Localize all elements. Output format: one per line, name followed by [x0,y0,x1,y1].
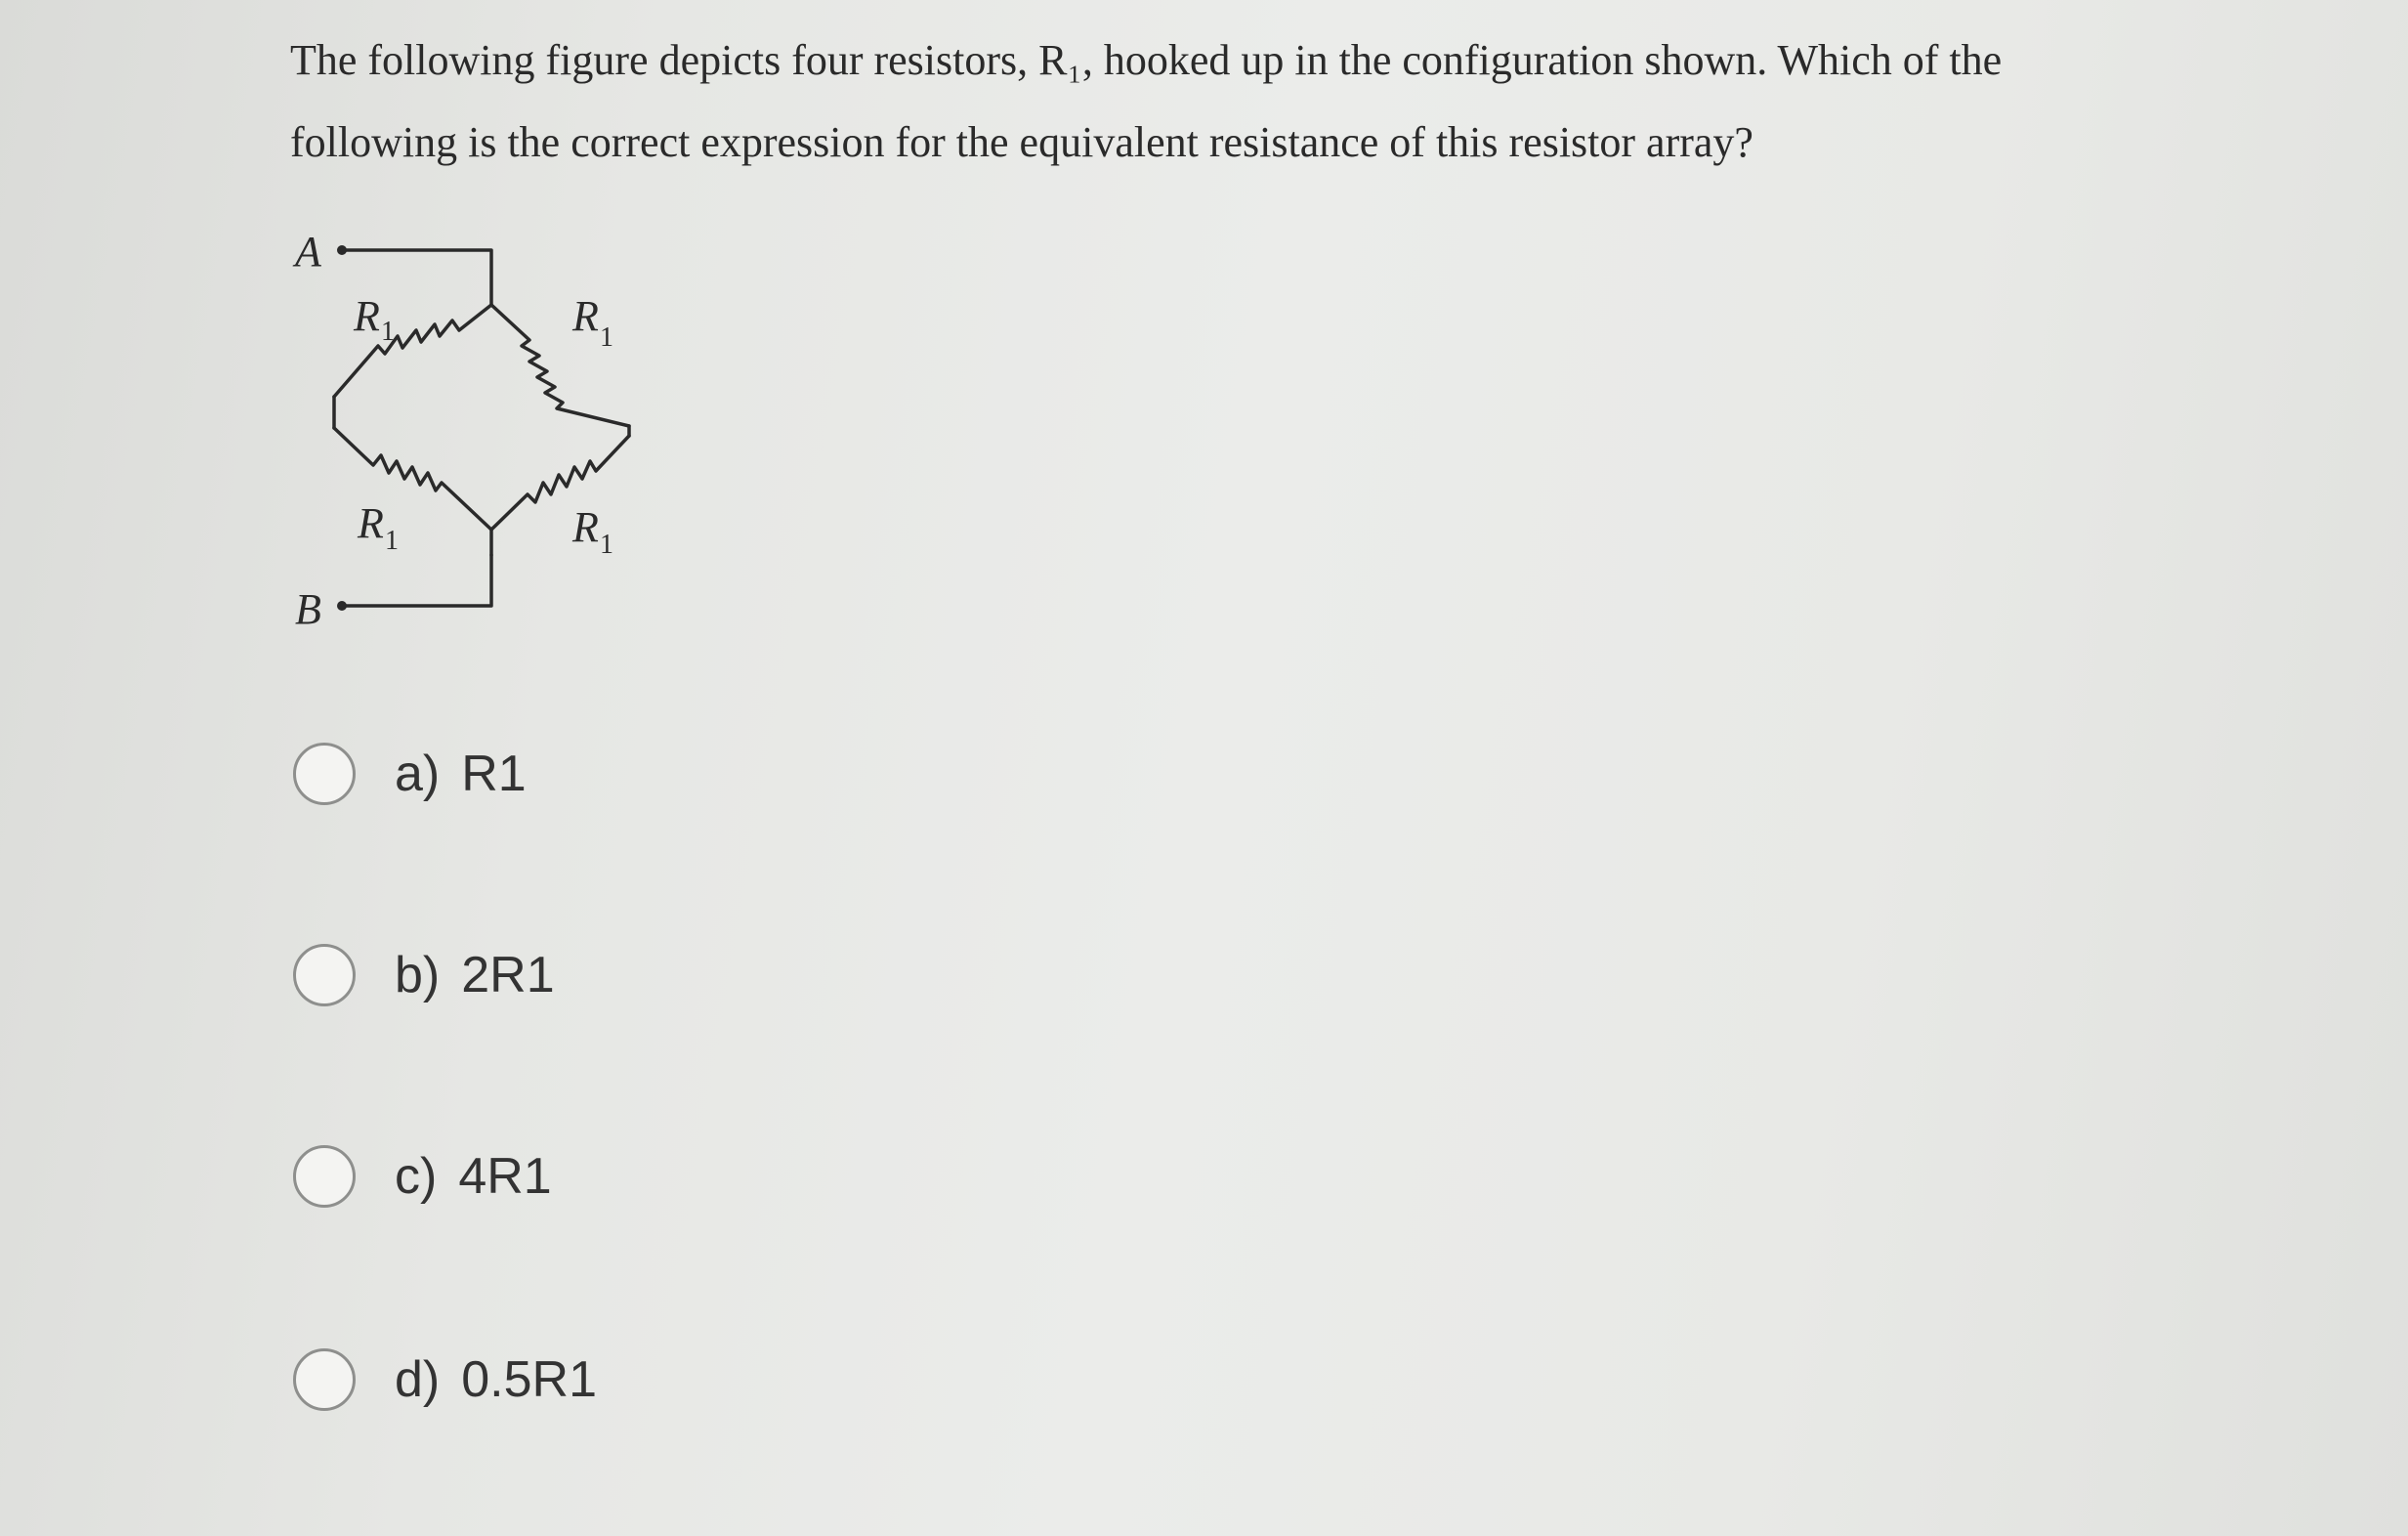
option-value-b: 2R1 [461,947,555,1003]
option-value-d: 0.5R1 [461,1351,598,1408]
wire-b [342,555,491,606]
resistor-label-top-left [353,292,395,347]
svg-text:1: 1 [381,317,395,347]
svg-text:R: R [354,292,380,340]
option-c[interactable] [293,1145,552,1208]
svg-text:R: R [572,503,599,551]
resistor-bottom-right [491,436,629,530]
question-line-1: The following figure depicts four resistors, R₁, hooked up in the configuration shown. Which of the [290,36,2003,84]
terminal-b-dot [337,601,347,611]
option-d[interactable] [293,1348,597,1411]
svg-text:1: 1 [600,322,613,353]
option-b[interactable] [293,944,555,1006]
option-value-c: 4R1 [458,1148,552,1205]
resistor-label-top-right [571,292,613,353]
option-letter-c: c) [395,1148,438,1205]
option-a[interactable] [293,743,527,805]
radio-button-b[interactable] [293,944,356,1006]
question-text [290,20,2244,184]
resistor-label-bottom-right [571,503,613,560]
option-letter-d: d) [395,1351,441,1408]
radio-button-d[interactable] [293,1348,356,1411]
resistor-circuit-figure [283,215,655,635]
option-letter-a: a) [395,746,441,802]
resistor-label-bottom-left [357,499,399,556]
svg-text:R: R [358,499,384,547]
terminal-a-dot [337,245,347,255]
question-line-2: following is the correct expression for the equivalent resistance of this resistor array? [290,118,1753,166]
svg-text:R: R [572,292,599,340]
option-value-a: R1 [461,746,527,802]
terminal-a-label: A [295,228,321,276]
radio-button-a[interactable] [293,743,356,805]
circuit-diagram [283,215,655,635]
option-letter-b: b) [395,947,441,1003]
svg-text:1: 1 [385,526,399,556]
terminal-b-label: B [295,585,321,633]
radio-button-c[interactable] [293,1145,356,1208]
svg-text:1: 1 [600,530,613,560]
